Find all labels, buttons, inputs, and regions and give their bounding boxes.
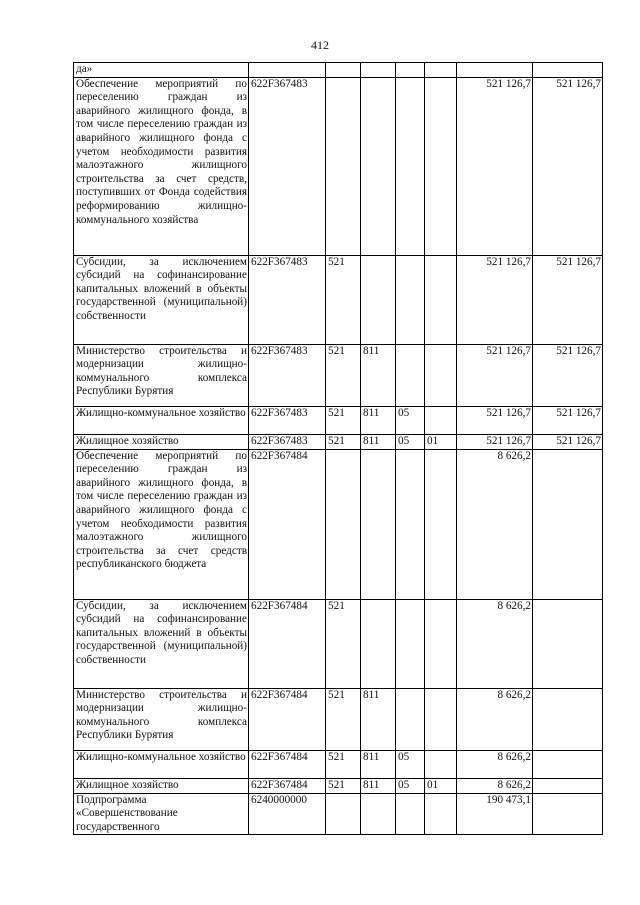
table-row [74,778,603,793]
row-name: Жилищное хозяйство [74,778,249,793]
row-name: Обеспечение мероприятий по переселению граждан из аварийного жилищного фонда, в том числе переселению граждан из аварийного жилищного фонда с учетом необходимости развития малоэтажного жилищного строительства за счет средств, поступивших от Фонда содействия реформированию жилищно-коммунального хозяйства [74,77,249,255]
ministry-code: 811 [361,688,396,750]
amount-total: 8 626,2 [457,778,533,793]
subsection-code [425,793,457,835]
target-code: 622F367484 [249,778,326,793]
row-name: Подпрограмма «Совершенствование государственного [74,793,249,835]
target-code: 622F367483 [249,77,326,255]
amount-total: 8 626,2 [457,750,533,778]
table-row [74,449,603,599]
expense-type-code: 521 [326,688,361,750]
target-code: 622F367484 [249,750,326,778]
expense-type-code: 521 [326,406,361,434]
target-code: 622F367484 [249,449,326,599]
expense-type-code [326,77,361,255]
amount-federal: 521 126,7 [533,434,603,449]
ministry-code: 811 [361,778,396,793]
amount-total: 8 626,2 [457,449,533,599]
amount-federal [533,793,603,835]
section-code: 05 [396,778,425,793]
table-row [74,599,603,688]
table-row [74,793,603,835]
target-code: 6240000000 [249,793,326,835]
expense-type-code [326,449,361,599]
expense-type-code [326,63,361,78]
page-number: 412 [311,38,329,52]
section-code: 05 [396,434,425,449]
table-row [74,750,603,778]
row-name: Обеспечение мероприятий по переселению граждан из аварийного жилищного фонда, в том числе переселению граждан из аварийного жилищного фонда с учетом необходимости развития малоэтажного жилищного строительства за счет средств республиканского бюджета [74,449,249,599]
budget-table [73,62,603,835]
expense-type-code [326,793,361,835]
subsection-code [425,688,457,750]
section-code [396,77,425,255]
row-name: Субсидии, за исключением субсидий на софинансирование капитальных вложений в объекты государственной (муниципальной) собственности [74,599,249,688]
amount-federal [533,449,603,599]
target-code: 622F367484 [249,599,326,688]
row-name: да» [74,63,249,78]
table-row [74,688,603,750]
section-code [396,255,425,344]
subsection-code [425,77,457,255]
table-row [74,255,603,344]
ministry-code [361,255,396,344]
amount-federal [533,688,603,750]
target-code: 622F367483 [249,434,326,449]
expense-type-code: 521 [326,599,361,688]
ministry-code: 811 [361,344,396,406]
subsection-code [425,599,457,688]
section-code: 05 [396,750,425,778]
expense-type-code: 521 [326,344,361,406]
target-code: 622F367483 [249,255,326,344]
amount-total: 521 126,7 [457,406,533,434]
ministry-code: 811 [361,406,396,434]
budget-table-body [74,63,603,835]
subsection-code: 01 [425,778,457,793]
row-name: Министерство строительства и модернизации жилищно-коммунального комплекса Республики Бурятия [74,344,249,406]
subsection-code [425,750,457,778]
section-code [396,599,425,688]
table-row [74,406,603,434]
amount-total: 521 126,7 [457,344,533,406]
ministry-code [361,77,396,255]
target-code: 622F367483 [249,344,326,406]
expense-type-code: 521 [326,255,361,344]
table-row [74,434,603,449]
row-name: Жилищное хозяйство [74,434,249,449]
amount-federal [533,63,603,78]
ministry-code [361,793,396,835]
amount-federal [533,750,603,778]
amount-total: 521 126,7 [457,77,533,255]
ministry-code: 811 [361,434,396,449]
amount-total: 8 626,2 [457,688,533,750]
section-code [396,793,425,835]
expense-type-code: 521 [326,750,361,778]
amount-federal [533,778,603,793]
section-code [396,688,425,750]
target-code [249,63,326,78]
target-code: 622F367483 [249,406,326,434]
amount-total: 521 126,7 [457,255,533,344]
row-name: Жилищно-коммунальное хозяйство [74,406,249,434]
ministry-code [361,599,396,688]
amount-total [457,63,533,78]
expense-type-code: 521 [326,434,361,449]
target-code: 622F367484 [249,688,326,750]
amount-federal: 521 126,7 [533,406,603,434]
table-row [74,63,603,78]
section-code [396,449,425,599]
expense-type-code: 521 [326,778,361,793]
subsection-code [425,344,457,406]
amount-total: 8 626,2 [457,599,533,688]
ministry-code: 811 [361,750,396,778]
row-name: Жилищно-коммунальное хозяйство [74,750,249,778]
section-code: 05 [396,406,425,434]
amount-federal: 521 126,7 [533,344,603,406]
subsection-code [425,255,457,344]
row-name: Субсидии, за исключением субсидий на софинансирование капитальных вложений в объекты государственной (муниципальной) собственности [74,255,249,344]
table-row [74,77,603,255]
subsection-code [425,63,457,78]
subsection-code: 01 [425,434,457,449]
subsection-code [425,406,457,434]
amount-federal: 521 126,7 [533,77,603,255]
table-row [74,344,603,406]
amount-total: 521 126,7 [457,434,533,449]
amount-total: 190 473,1 [457,793,533,835]
section-code [396,344,425,406]
amount-federal [533,599,603,688]
ministry-code [361,449,396,599]
row-name: Министерство строительства и модернизации жилищно-коммунального комплекса Республики Бурятия [74,688,249,750]
amount-federal: 521 126,7 [533,255,603,344]
ministry-code [361,63,396,78]
subsection-code [425,449,457,599]
section-code [396,63,425,78]
